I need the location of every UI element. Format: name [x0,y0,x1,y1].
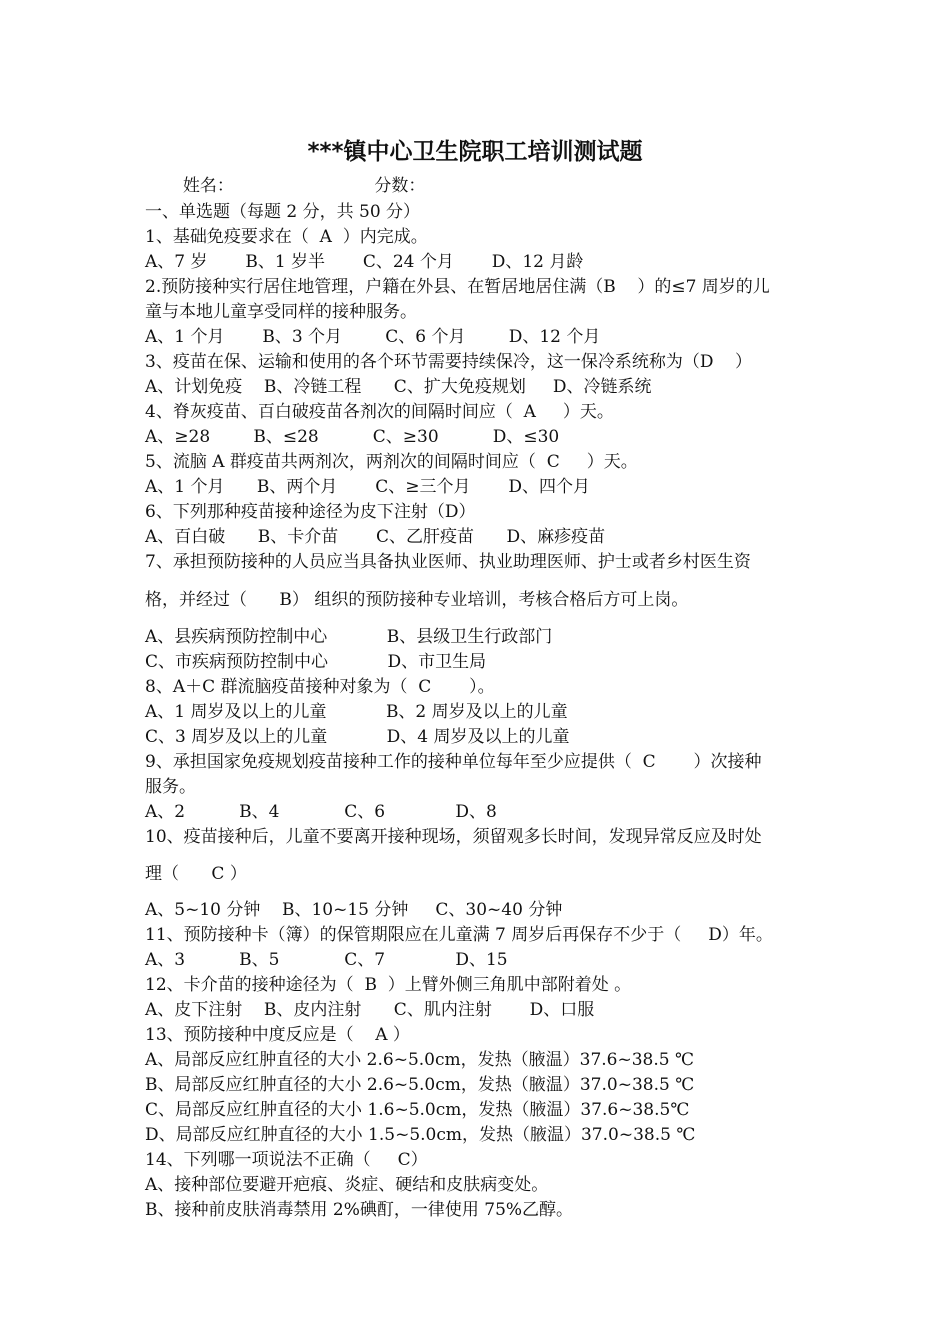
question-6-options: A、百白破 B、卡介苗 C、乙肝疫苗 D、麻疹疫苗 [145,527,606,547]
question-13-option-a: A、局部反应红肿直径的大小 2.6~5.0cm，发热（腋温）37.6~38.5 ℃ [145,1050,695,1070]
question-4: 4、脊灰疫苗、百白破疫苗各剂次的间隔时间应（ A ）天。 [145,402,614,422]
question-4-options: A、≥28 B、≤28 C、≥30 D、≤30 [145,427,560,447]
page-title: ***镇中心卫生院职工培训测试题 [307,139,643,165]
question-11-options: A、3 B、5 C、7 D、15 [145,950,508,970]
question-9-cont: 服务。 [145,777,196,797]
question-7-cont: 格，并经过（ B） 组织的预防接种专业培训，考核合格后方可上岗。 [145,590,689,610]
question-1-options: A、7 岁 B、1 岁半 C、24 个月 D、12 月龄 [145,252,584,272]
question-10-options: A、5~10 分钟 B、10~15 分钟 C、30~40 分钟 [145,900,563,920]
question-8: 8、A＋C 群流脑疫苗接种对象为（ C ）。 [145,677,495,697]
question-14: 14、下列哪一项说法不正确（ C） [145,1150,428,1170]
question-7: 7、承担预防接种的人员应当具备执业医师、执业助理医师、护士或者乡村医生资 [145,552,751,572]
question-5-options: A、1 个月 B、两个月 C、≥三个月 D、四个月 [145,477,590,497]
question-9: 9、承担国家免疫规划疫苗接种工作的接种单位每年至少应提供（ C ）次接种 [145,752,762,772]
question-13: 13、预防接种中度反应是（ A ） [145,1025,410,1045]
question-8-options-cd: C、3 周岁及以上的儿童 D、4 周岁及以上的儿童 [145,727,570,747]
question-14-option-a: A、接种部位要避开疤痕、炎症、硬结和皮肤病变处。 [145,1175,549,1195]
question-12: 12、卡介苗的接种途径为（ B ）上臂外侧三角肌中部附着处 。 [145,975,632,995]
question-2: 2.预防接种实行居住地管理，户籍在外县、在暂居地居住满（B ）的≤7 周岁的儿 [145,277,770,297]
question-7-options-cd: C、市疾病预防控制中心 D、市卫生局 [145,652,487,672]
section-heading: 一、单选题（每题 2 分，共 50 分） [145,202,421,222]
question-13-option-b: B、局部反应红肿直径的大小 2.6~5.0cm，发热（腋温）37.0~38.5 ℃ [145,1075,695,1095]
question-14-option-b: B、接种前皮肤消毒禁用 2%碘酊，一律使用 75%乙醇。 [145,1200,574,1220]
question-10: 10、疫苗接种后，儿童不要离开接种现场，须留观多长时间，发现异常反应及时处 [145,827,762,847]
name-score-header: 姓名： 分数： [145,176,426,196]
question-3: 3、疫苗在保、运输和使用的各个环节需要持续保冷，这一保冷系统称为（D ） [145,352,753,372]
question-9-options: A、2 B、4 C、6 D、8 [145,802,497,822]
question-13-option-d: D、局部反应红肿直径的大小 1.5~5.0cm，发热（腋温）37.0~38.5 ℃ [145,1125,696,1145]
question-6: 6、下列那种疫苗接种途径为皮下注射（D） [145,502,476,522]
question-11: 11、预防接种卡（簿）的保管期限应在儿童满 7 周岁后再保存不少于（ D）年。 [145,925,773,945]
question-12-options: A、皮下注射 B、皮内注射 C、肌内注射 D、口服 [145,1000,595,1020]
question-2-options: A、1 个月 B、3 个月 C、6 个月 D、12 个月 [145,327,601,347]
question-10-cont: 理（ C ） [145,864,247,884]
question-7-options-ab: A、县疾病预防控制中心 B、县级卫生行政部门 [145,627,553,647]
question-1: 1、基础免疫要求在（ A ）内完成。 [145,227,428,247]
question-5: 5、流脑 A 群疫苗共两剂次，两剂次的间隔时间应（ C ）天。 [145,452,638,472]
question-3-options: A、计划免疫 B、冷链工程 C、扩大免疫规划 D、冷链系统 [145,377,652,397]
question-2-cont: 童与本地儿童享受同样的接种服务。 [145,302,417,322]
question-13-option-c: C、局部反应红肿直径的大小 1.6~5.0cm，发热（腋温）37.6~38.5℃ [145,1100,690,1120]
question-8-options-ab: A、1 周岁及以上的儿童 B、2 周岁及以上的儿童 [145,702,568,722]
